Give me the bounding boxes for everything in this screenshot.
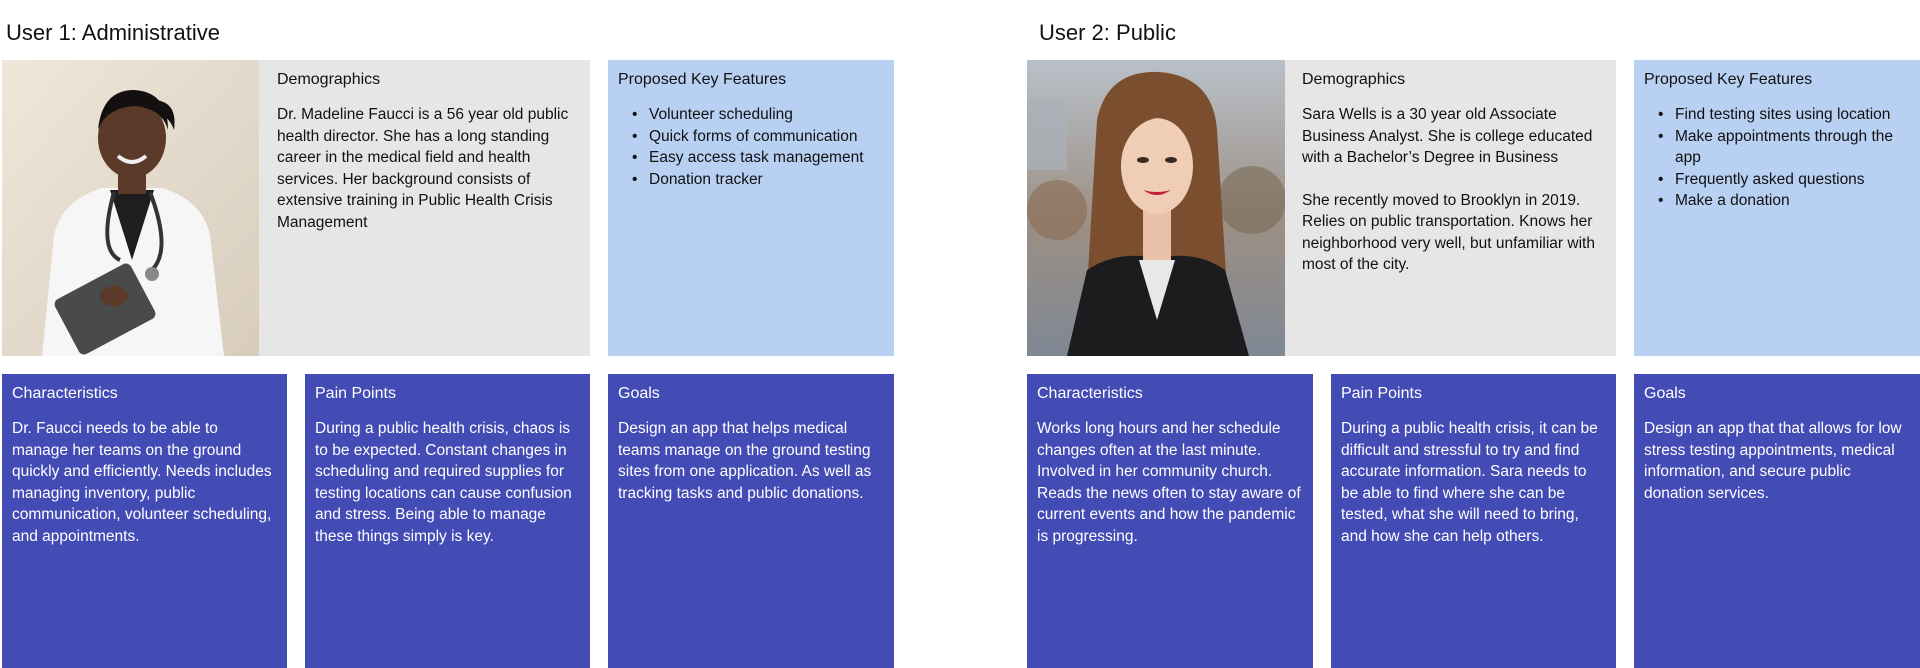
pain-points-card-user2 (1331, 374, 1616, 668)
feature-item: • Find testing sites using location (1644, 104, 1910, 126)
characteristics-card-user2 (1027, 374, 1313, 668)
persona-title-user2: User 2: Public (1039, 20, 1176, 45)
demographics-paragraph: She recently moved to Brooklyn in 2019. Relies on public transportation. Knows her neighborhood very well, but unfamiliar with most of the city. (1302, 191, 1595, 273)
features-card-user1 (608, 60, 894, 356)
person-portrait-icon (2, 60, 259, 356)
characteristics-body: Works long hours and her schedule changes often at the last minute. Involved in her community church. Reads the news often to stay aware of current events and how the pandemic is progressing. (1037, 420, 1301, 545)
feature-item: • Donation tracker (618, 169, 884, 191)
pain-points-body: During a public health crisis, chaos is to be expected. Constant changes in scheduling and required supplies for testing locations can cause confusion and stress. Being able to manage these things simply is key. (315, 420, 572, 545)
photo-user2 (1027, 60, 1285, 356)
persona-title-user1: User 1: Administrative (6, 20, 220, 45)
goals-card-user2 (1634, 374, 1920, 668)
pain-points-body: During a public health crisis, it can be difficult and stressful to try and find accurate information. Sara needs to be able to find where she can be tested, what she will need to bring, and how she can help others. (1341, 420, 1598, 545)
demographics-heading: Demographics (277, 71, 381, 88)
characteristics-card-user1 (2, 374, 287, 668)
pain-points-card-user1 (305, 374, 590, 668)
demographics-body (259, 90, 590, 233)
demographics-card-user1 (259, 60, 590, 356)
feature-item: • Make appointments through the app (1644, 126, 1910, 169)
photo-user1 (2, 60, 259, 356)
pain-points-heading: Pain Points (1341, 385, 1422, 402)
goals-heading: Goals (618, 385, 660, 402)
demographics-card-user2 (1285, 60, 1616, 356)
characteristics-heading: Characteristics (1037, 385, 1143, 402)
goals-body: Design an app that helps medical teams manage on the ground testing sites from one application. As well as tracking tasks and public donations. (618, 420, 872, 502)
feature-item: • Make a donation (1644, 190, 1910, 212)
demographics-body (1285, 90, 1616, 276)
person-portrait-icon (1027, 60, 1285, 356)
pain-points-heading: Pain Points (315, 385, 396, 402)
features-card-user2 (1634, 60, 1920, 356)
goals-card-user1 (608, 374, 894, 668)
characteristics-heading: Characteristics (12, 385, 118, 402)
feature-item: • Easy access task management (618, 147, 884, 169)
goals-body: Design an app that that allows for low stress testing appointments, medical information, and secure public donation services. (1644, 420, 1902, 502)
characteristics-body: Dr. Faucci needs to be able to manage her teams on the ground quickly and efficiently. Needs includes managing inventory, public communication, volunteer scheduling, and appointments. (12, 420, 272, 545)
features-list (608, 90, 894, 190)
feature-item: • Quick forms of communication (618, 126, 884, 148)
demographics-paragraph: Sara Wells is a 30 year old Associate Business Analyst. She is college educated with a Bachelor’s Degree in Business (1302, 106, 1593, 166)
features-heading: Proposed Key Features (618, 71, 787, 88)
demographics-paragraph: Dr. Madeline Faucci is a 56 year old public health director. She has a long standing career in the medical field and health services. Her background consists of extensive training in Public Health Crisis Management (277, 106, 569, 231)
demographics-heading: Demographics (1302, 71, 1406, 88)
feature-item: • Volunteer scheduling (618, 104, 884, 126)
goals-heading: Goals (1644, 385, 1686, 402)
feature-item: • Frequently asked questions (1644, 169, 1910, 191)
features-heading: Proposed Key Features (1644, 71, 1813, 88)
features-list (1634, 90, 1920, 212)
